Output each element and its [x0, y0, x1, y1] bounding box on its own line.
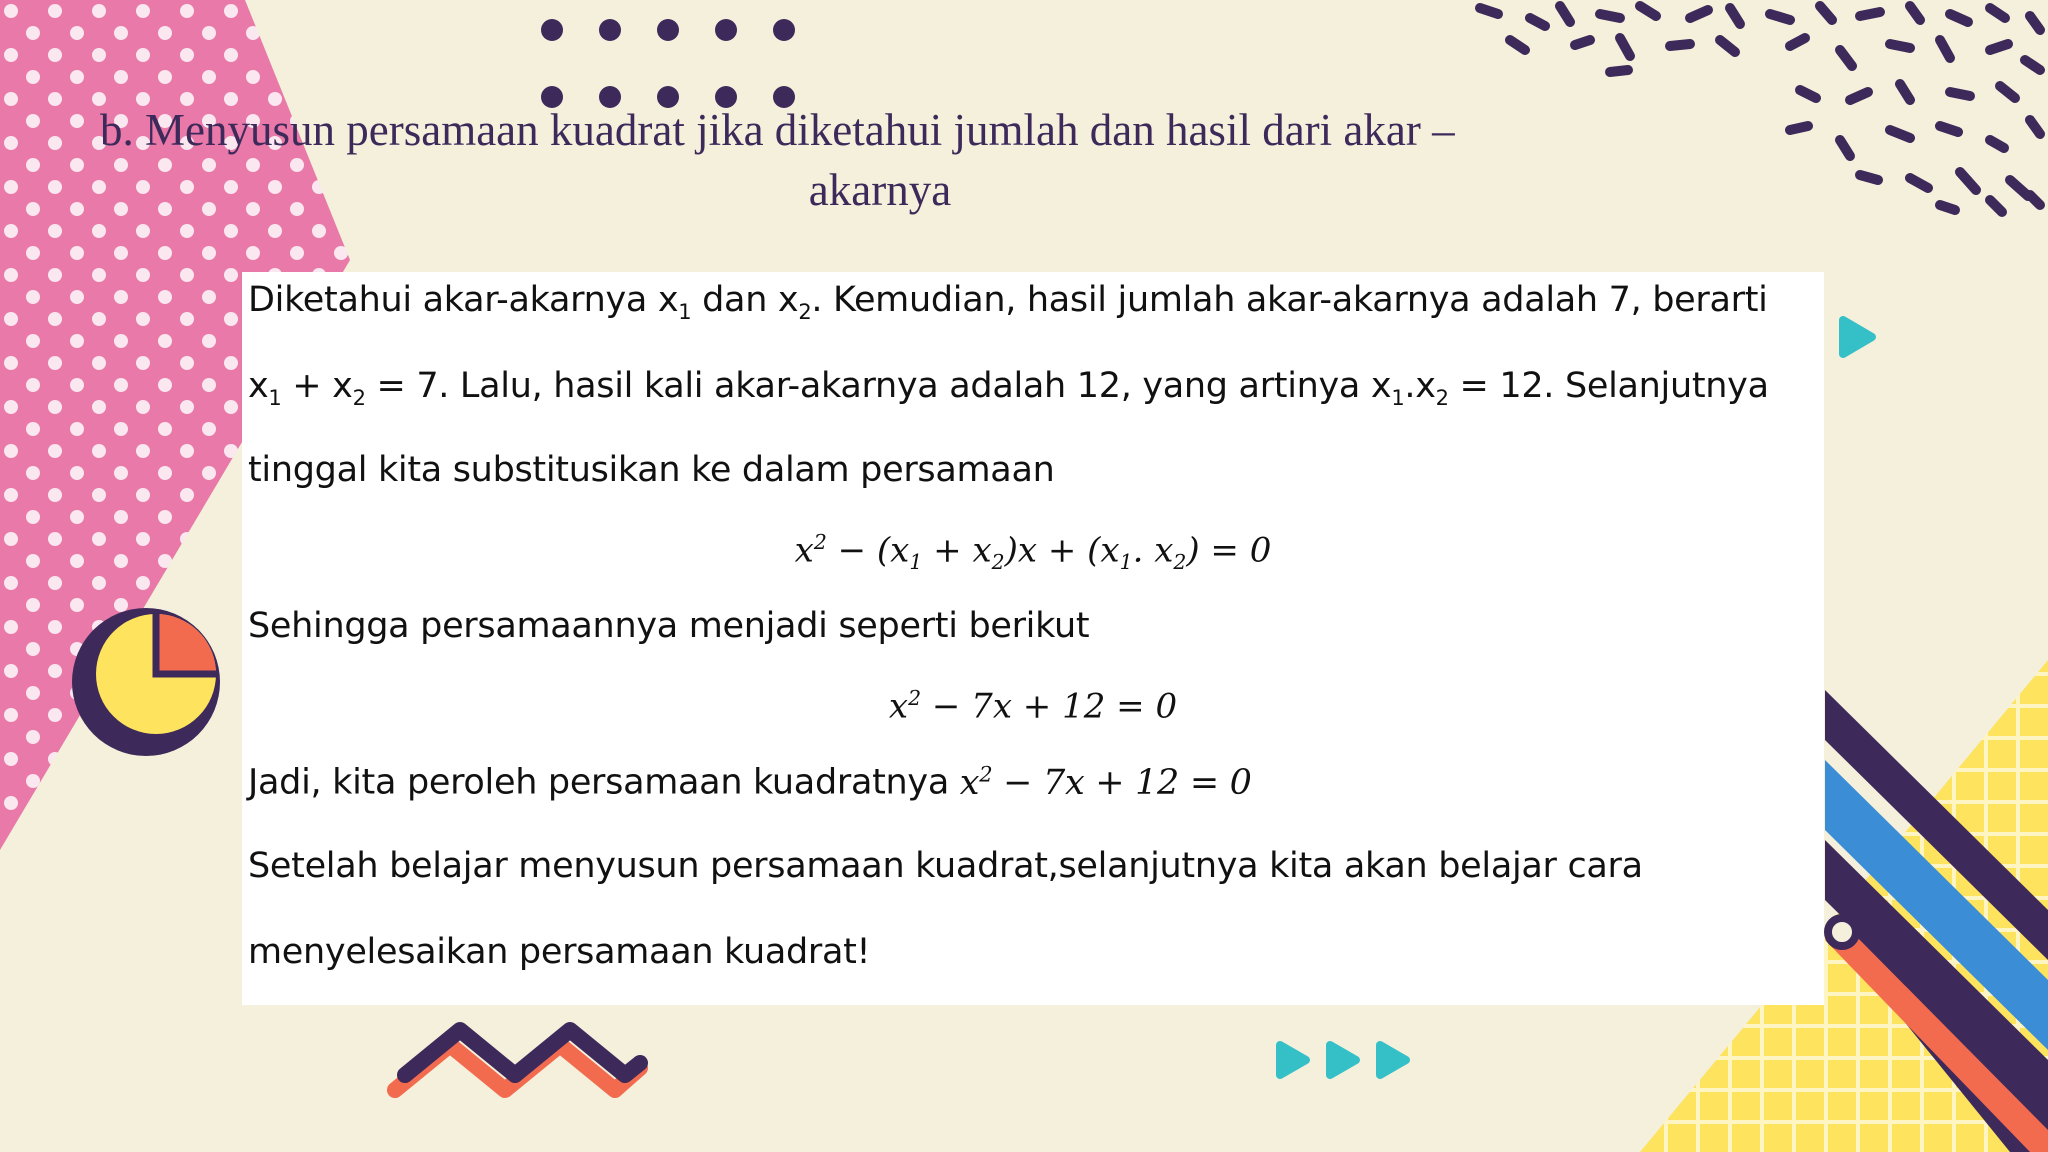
eq2-b: − 7x + 12 = 0 [921, 686, 1178, 727]
zigzag-decoration [395, 1030, 640, 1090]
paragraph-6: Setelah belajar menyusun persamaan kuadrat,selanjutnya kita akan belajar cara [248, 846, 1643, 886]
eq1-c: + x [922, 530, 992, 571]
eq1-e: . x [1132, 530, 1174, 571]
p1-text-a: Diketahui akar-akarnya x [248, 280, 679, 320]
p1-sub-2: 2 [798, 300, 812, 324]
pie-chart-icon [72, 608, 220, 756]
p2-sub-1: 1 [268, 386, 282, 410]
content-panel [242, 272, 1824, 1005]
slide-title [100, 100, 1660, 220]
p2-text-e: = 12. Selanjutnya [1448, 366, 1769, 406]
eq1-b: − (x [826, 530, 910, 571]
eq1-f: ) = 0 [1186, 530, 1272, 571]
p2-text-b: + x [281, 366, 353, 406]
eq1-sub-2: 2 [991, 550, 1005, 575]
equation-general [242, 530, 1824, 574]
p2-sub-3: 1 [1391, 386, 1405, 410]
paragraph-2 [248, 366, 1769, 410]
p1-text-b: dan x [691, 280, 799, 320]
eq1-sub-3: 1 [1119, 550, 1133, 575]
p5-eq-sup: 2 [979, 762, 993, 786]
stripe-cap [1828, 918, 1856, 946]
paragraph-5 [248, 762, 1252, 803]
paragraph-7: menyelesaikan persamaan kuadrat! [248, 932, 871, 972]
title-line-1: b. Menyusun persamaan kuadrat jika diketahui jumlah dan hasil dari akar – [100, 105, 1455, 155]
top-dots [541, 19, 795, 108]
paragraph-1 [248, 280, 1768, 324]
p2-text-c: = 7. Lalu, hasil kali akar-akarnya adalah 12, yang artinya x [365, 366, 1392, 406]
p5-eq-a: x [959, 762, 980, 803]
eq1-sub-4: 2 [1173, 550, 1187, 575]
p5-eq-b: − 7x + 12 = 0 [992, 762, 1252, 803]
p5-text: Jadi, kita peroleh persamaan kuadratnya [248, 762, 960, 803]
equation-result [242, 686, 1824, 726]
eq1-sub-1: 1 [909, 550, 923, 575]
p2-sub-2: 2 [352, 386, 366, 410]
p1-sub-1: 1 [678, 300, 692, 324]
eq2-a: x [888, 686, 909, 727]
p1-text-c: . Kemudian, hasil jumlah akar-akarnya adalah 7, berarti [811, 280, 1768, 320]
paragraph-4: Sehingga persamaannya menjadi seperti berikut [248, 606, 1090, 646]
eq2-sup: 2 [908, 686, 922, 710]
p5-equation [960, 763, 1252, 803]
eq1-sup: 2 [813, 530, 827, 554]
p2-sub-4: 2 [1435, 386, 1449, 410]
p2-text-a: x [248, 366, 269, 406]
eq1-a: x [794, 530, 814, 571]
p2-text-d: .x [1404, 366, 1436, 406]
eq1-d: )x + (x [1004, 530, 1120, 571]
paragraph-3: tinggal kita substitusikan ke dalam persamaan [248, 450, 1055, 490]
title-line-2: akarnya [808, 165, 952, 215]
